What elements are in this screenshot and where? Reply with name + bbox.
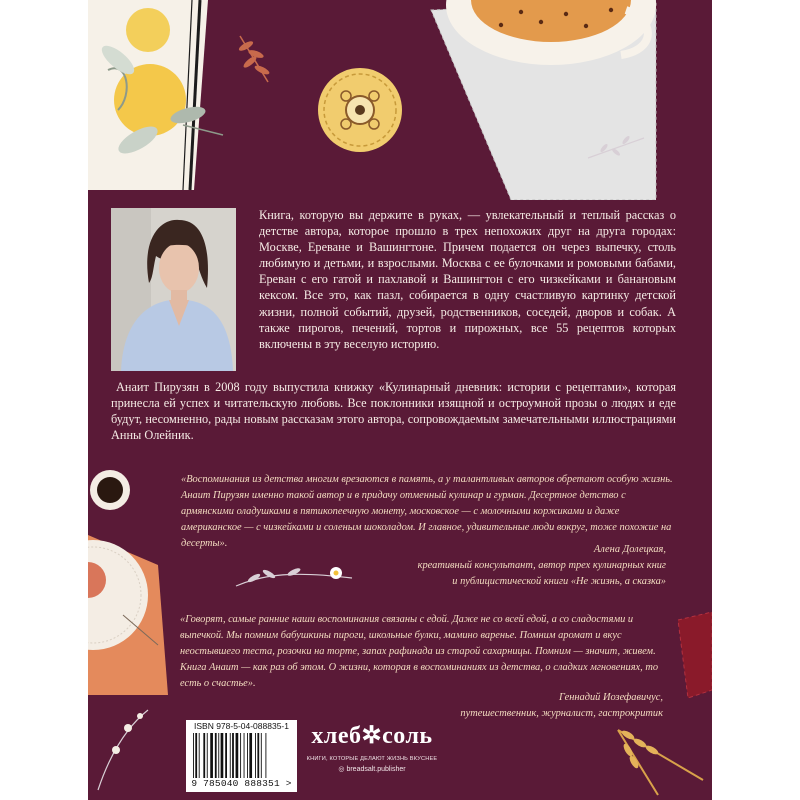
- publisher-logo: [303, 722, 441, 773]
- publisher-instagram: [303, 765, 441, 773]
- barcode-number: 9 785040 888351 >: [191, 778, 292, 789]
- barcode-stripe: [255, 733, 256, 778]
- barcode-stripe: [230, 733, 231, 778]
- barcode-stripe: [210, 733, 213, 778]
- flower-sprig-illustration: [234, 556, 354, 596]
- leaf-branch-illustration: [228, 30, 278, 85]
- author-photo: [111, 208, 236, 371]
- barcode-stripe: [232, 733, 234, 778]
- barcode-stripe: [261, 733, 262, 778]
- review-quote: «Говорят, самые ранние наши воспоминания связаны с едой. Даже не со всей едой, а со сладостями и выпечкой. Мы помним бабушкины пироги, школьные булки, мамино варенье. Помним аромат и вкус неостывшего теста, розочки на торте, запах рафинада из старой сахарницы. Помним — значит, живем. Книга Анаит — как раз об этом. О жизни, которая в воспоминаниях из детства, о сладких мгновениях, то есть о счастье».: [180, 614, 659, 689]
- barcode-stripe: [207, 733, 208, 778]
- lemon-towel-illustration: [88, 0, 228, 195]
- author-bio: Анаит Пирузян в 2008 году выпустила книжку «Кулинарный дневник: истории с рецептами», которая принесла ей успех и читательскую любовь. Все поклонники изящной и остроумной прозы о людях и еде будут, несомненно, рады новым рассказам этого автора, сопровождаемым замечательными иллюстрациями Анны Олейник.: [111, 380, 676, 443]
- barcode-stripe: [249, 733, 252, 778]
- barcode-stripe: [199, 733, 200, 778]
- reviewer-title: и публицистической книги «Не жизнь, а сказка»: [452, 576, 666, 587]
- barcode-stripe: [265, 733, 266, 778]
- book-description: Книга, которую вы держите в руках, — увлекательный и теплый рассказ о детстве автора, которое прошло в трех непохожих друг на друга городах: Москве, Ереване и Вашингтоне. Причем подается он через выпечку, столь любимую и детьми, и взрослыми. Москва с ее булочками и ромовыми бабами, Ереван с его гатой и пахлавой и Вашингтон с его чизкейками и банановым кексом. Все это, как пазл, собирается в одну счастливую картинку детской жизни, полной событий, друзей, родственников, соседей, дворов и собак. А также пирогов, печений, тортов и пирожных, все 55 рецептов которых включены в эту веселую историю.: [259, 208, 676, 351]
- review-signature: [460, 690, 663, 722]
- pie-plate-illustration: [371, 0, 671, 200]
- barcode-stripe: [195, 733, 197, 778]
- barcode-stripe: [218, 733, 219, 778]
- barcode-stripe: [257, 733, 259, 778]
- barcode-stripe: [225, 733, 227, 778]
- reviewer-name: Алена Долецкая,: [593, 544, 666, 555]
- review-signature: [418, 542, 666, 590]
- cookie-illustration: [316, 66, 404, 154]
- barcode-stripe: [240, 733, 241, 778]
- barcode-stripe: [236, 733, 239, 778]
- barcode-stripe: [193, 733, 194, 778]
- publisher-tagline: КНИГИ, КОТОРЫЕ ДЕЛАЮТ ЖИЗНЬ ВКУСНЕЕ: [306, 756, 438, 762]
- barcode-stripe: [215, 733, 217, 778]
- author-portrait: [111, 208, 236, 371]
- isbn-barcode: [186, 720, 297, 792]
- barcode-stripe: [221, 733, 224, 778]
- publisher-name: хлеб✲соль: [311, 723, 433, 749]
- barcode-bars: [192, 733, 291, 778]
- berry-branch-illustration: [88, 680, 158, 800]
- herb-sprig-illustration: [586, 128, 646, 168]
- barcode-stripe: [247, 733, 248, 778]
- isbn-label: ISBN 978-5-04-088835-1: [194, 721, 289, 731]
- reviewer-title: креативный консультант, автор трех кулинарных книг: [417, 560, 666, 571]
- instagram-icon: ◎: [338, 766, 345, 773]
- coffee-cup-illustration: [88, 445, 183, 695]
- barcode-stripe: [203, 733, 205, 778]
- reviewer-title: путешественник, журналист, гастрокритик: [460, 708, 663, 719]
- reviewer-name: Геннадий Иозефавичус,: [559, 692, 663, 703]
- barcode-stripe: [244, 733, 245, 778]
- instagram-handle: breadsalt.publisher: [346, 766, 406, 773]
- review-quote: «Воспоминания из детства многим врезаются в память, а у талантливых авторов обретают особую жизнь. Анаит Пирузян именно такой автор и в придачу отменный кулинар и гурман. Десертное детство с армянскими оладушками в пятикопеечную монету, московское — с молочными коржиками и даже американское — с чизкейками и соленым шоколадом. И главное, удивительные люди вокруг, тоже похожие на десерты».: [181, 474, 673, 549]
